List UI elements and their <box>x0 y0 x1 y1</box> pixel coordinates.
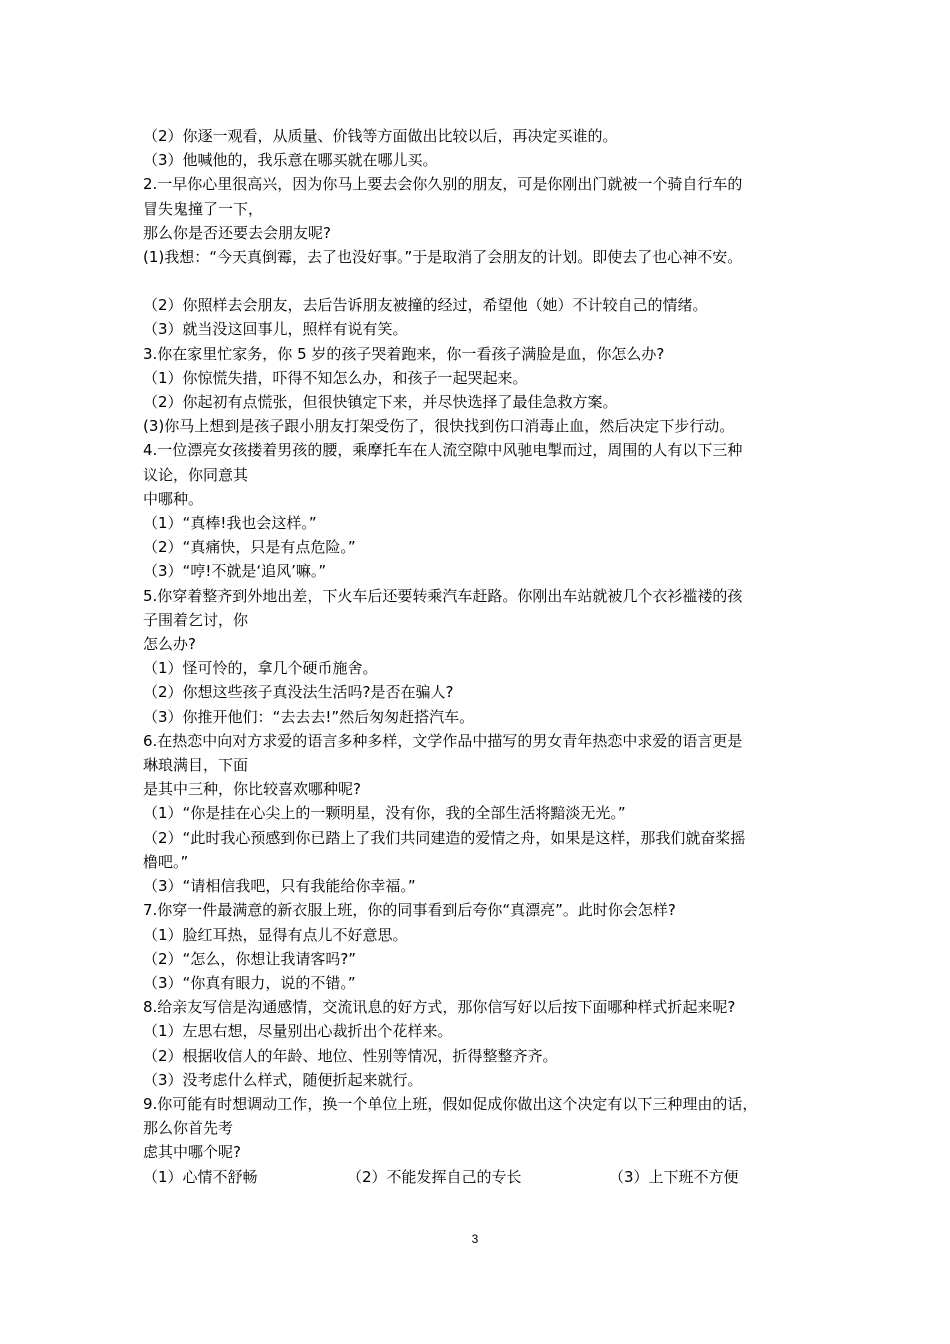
text-line: （2）你照样去会朋友，去后告诉朋友被撞的经过，希望他（她）不计较自己的情绪。 <box>143 296 708 315</box>
text-line: （1）左思右想，尽量别出心裁折出个花样来。 <box>143 1022 453 1041</box>
page-number: 3 <box>471 1232 479 1246</box>
text-line: 冒失鬼撞了一下， <box>143 199 264 218</box>
text-line: （3）没考虑什么样式，随便折起来就行。 <box>143 1070 423 1089</box>
text-line: 那么你首先考 <box>143 1119 234 1138</box>
options-row <box>143 1165 813 1189</box>
question-3: 3.你在家里忙家务，你 5 岁的孩子哭着跑来，你一看孩子满脸是血，你怎么办? <box>143 344 665 363</box>
question-2: 2.一早你心里很高兴，因为你马上要去会你久别的朋友，可是你刚出门就被一个骑自行车的 <box>143 175 743 194</box>
text-line: 琳琅满目，下面 <box>143 756 249 775</box>
text-line: （2）你逐一观看，从质量、价钱等方面做出比较以后，再决定买谁的。 <box>143 127 618 145</box>
text-line: 是其中三种，你比较喜欢哪种呢? <box>143 780 361 799</box>
blank-line <box>143 269 813 293</box>
text-line: （3）“请相信我吧，只有我能给你幸福。” <box>143 877 416 896</box>
text-line: （3）你推开他们：“去去去!”然后匆匆赶搭汽车。 <box>143 707 475 726</box>
text-line: 议论，你同意其 <box>143 465 249 484</box>
text-line: (1)我想：“今天真倒霉，去了也没好事。”于是取消了会朋友的计划。即使去了也心神不安。 <box>143 248 743 267</box>
text-line: （1）你惊慌失措，吓得不知怎么办，和孩子一起哭起来。 <box>143 368 528 387</box>
text-line: （1）脸红耳热，显得有点儿不好意思。 <box>143 925 408 944</box>
text-line: (3)你马上想到是孩子跟小朋友打架受伤了，很快找到伤口消毒止血，然后决定下步行动。 <box>143 417 735 436</box>
question-7: 7.你穿一件最满意的新衣服上班，你的同事看到后夸你“真漂亮”。此时你会怎样? <box>143 901 676 920</box>
text-line: 橹吧。” <box>143 852 189 871</box>
document-body <box>143 124 813 1189</box>
text-line: （1）“真棒!我也会这样。” <box>143 514 317 533</box>
text-line: （3）他喊他的，我乐意在哪买就在哪儿买。 <box>143 151 438 170</box>
text-line: （2）“真痛快，只是有点危险。” <box>143 538 356 557</box>
question-4: 4.一位漂亮女孩搂着男孩的腰，乘摩托车在人流空隙中风驰电掣而过，周围的人有以下三种 <box>143 441 743 460</box>
text-line: （2）“怎么，你想让我请客吗?” <box>143 949 357 968</box>
option-3: （3）上下班不方便 <box>609 1167 739 1186</box>
text-line: （2）你想这些孩子真没法生活吗?是否在骗人? <box>143 683 454 702</box>
question-9: 9.你可能有时想调动工作，换一个单位上班，假如促成你做出这个决定有以下三种理由的话， <box>143 1094 758 1113</box>
text-line: 中哪种。 <box>143 489 204 508</box>
text-line: 怎么办? <box>143 635 196 654</box>
question-5: 5.你穿着整齐到外地出差，下火车后还要转乘汽车赶路。你刚出车站就被几个衣衫褴褛的孩 <box>143 586 743 605</box>
text-line: （3）“你真有眼力，说的不错。” <box>143 973 356 992</box>
question-8: 8.给亲友写信是沟通感情，交流讯息的好方式，那你信写好以后按下面哪种样式折起来呢? <box>143 998 736 1017</box>
text-line: 那么你是否还要去会朋友呢? <box>143 223 331 242</box>
question-6: 6.在热恋中向对方求爱的语言多种多样，文学作品中描写的男女青年热恋中求爱的语言更是 <box>143 731 743 750</box>
text-line: （2）你起初有点慌张，但很快镇定下来，并尽快选择了最佳急救方案。 <box>143 393 618 412</box>
text-line: （2）根据收信人的年龄、地位、性别等情况，折得整整齐齐。 <box>143 1046 558 1065</box>
option-1: （1）心情不舒畅 <box>143 1167 258 1186</box>
text-line: （2）“此时我心预感到你已踏上了我们共同建造的爱情之舟，如果是这样，那我们就奋桨摇 <box>143 828 746 847</box>
text-line: （1）怪可怜的，拿几个硬币施舍。 <box>143 659 378 678</box>
text-line: （1）“你是挂在心尖上的一颗明星，没有你，我的全部生活将黯淡无光。” <box>143 804 626 823</box>
text-line: （3）“哼!不就是‘追风’嘛。” <box>143 562 327 581</box>
text-line: 虑其中哪个呢? <box>143 1143 241 1162</box>
text-line: （3）就当没这回事儿，照样有说有笑。 <box>143 320 408 339</box>
text-line: 子围着乞讨，你 <box>143 610 249 629</box>
option-2: （2）不能发挥自己的专长 <box>347 1167 522 1186</box>
